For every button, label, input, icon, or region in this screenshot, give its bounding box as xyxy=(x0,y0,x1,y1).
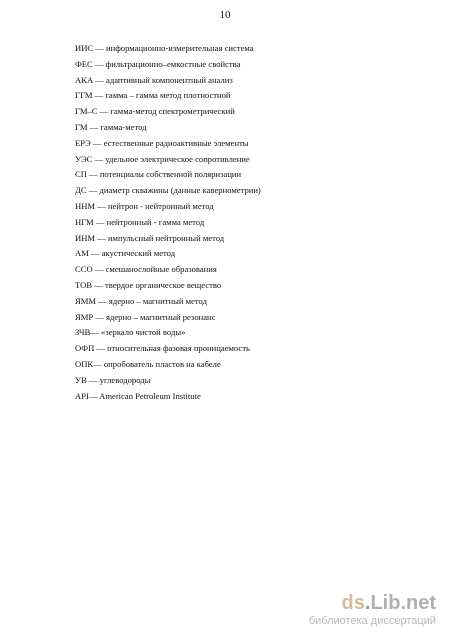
abbreviation-item: API— American Petroleum Institute xyxy=(75,390,201,401)
abbreviation-item: ЗЧВ— «зеркало чистой воды» xyxy=(75,327,186,338)
abbreviation-item: АКА — адаптивный компонентный анализ xyxy=(75,74,233,85)
abbreviation-item: ЯМР — ядерно – магнитный резонанс xyxy=(75,311,216,322)
abbreviation-item: ГГМ — гамма – гамма метод плотностной xyxy=(75,90,231,101)
abbreviation-item: ГМ–С — гамма-метод спектрометрический xyxy=(75,106,235,117)
abbreviation-item: УВ — углеводороды xyxy=(75,374,151,385)
abbreviation-item: УЭС — удельное электрическое сопротивление xyxy=(75,153,250,164)
logo-ds-text: ds xyxy=(341,592,365,614)
abbreviation-item: ЕРЭ — естественные радиоактивные элементы xyxy=(75,137,249,148)
logo-lib-text: Lib.net xyxy=(370,592,436,614)
abbreviation-item: ФЕС — фильтрационно–емкостные свойства xyxy=(75,58,241,69)
abbreviation-item: ЯММ — ядерно – магнитный метод xyxy=(75,295,207,306)
abbreviation-item: ИНМ — импульсный нейтронный метод xyxy=(75,232,225,243)
abbreviation-item: ОПК— опробователь пластов на кабеле xyxy=(75,358,221,369)
dslib-watermark[interactable] xyxy=(309,593,436,627)
abbreviation-list xyxy=(75,41,415,404)
abbreviation-item: АМ — акустический метод xyxy=(75,248,176,259)
abbreviation-item: ГМ — гамма-метод xyxy=(75,121,147,132)
watermark-tagline: библиотека диссертаций xyxy=(308,615,436,627)
abbreviation-item: ННМ — нейтрон - нейтронный метод xyxy=(75,200,214,211)
abbreviation-item: СП — потенциалы собственной поляризации xyxy=(75,169,242,180)
abbreviation-item: ССО — смешанослойные образования xyxy=(75,264,217,275)
abbreviation-item: ИИС — информационно-измерительная система xyxy=(75,43,254,53)
abbreviation-item: ОФП — относительная фазовая проницаемость xyxy=(75,343,250,354)
dslib-logo[interactable] xyxy=(309,593,436,613)
page-number: 10 xyxy=(219,9,231,21)
logo-dot-text: . xyxy=(364,592,371,614)
abbreviation-item: ТОВ — твердое органическое вещество xyxy=(75,279,222,290)
abbreviation-item: НГМ — нейтронный - гамма метод xyxy=(75,216,205,227)
abbreviation-item: ДС — диаметр скважины (данные кавернометрии) xyxy=(75,185,261,196)
